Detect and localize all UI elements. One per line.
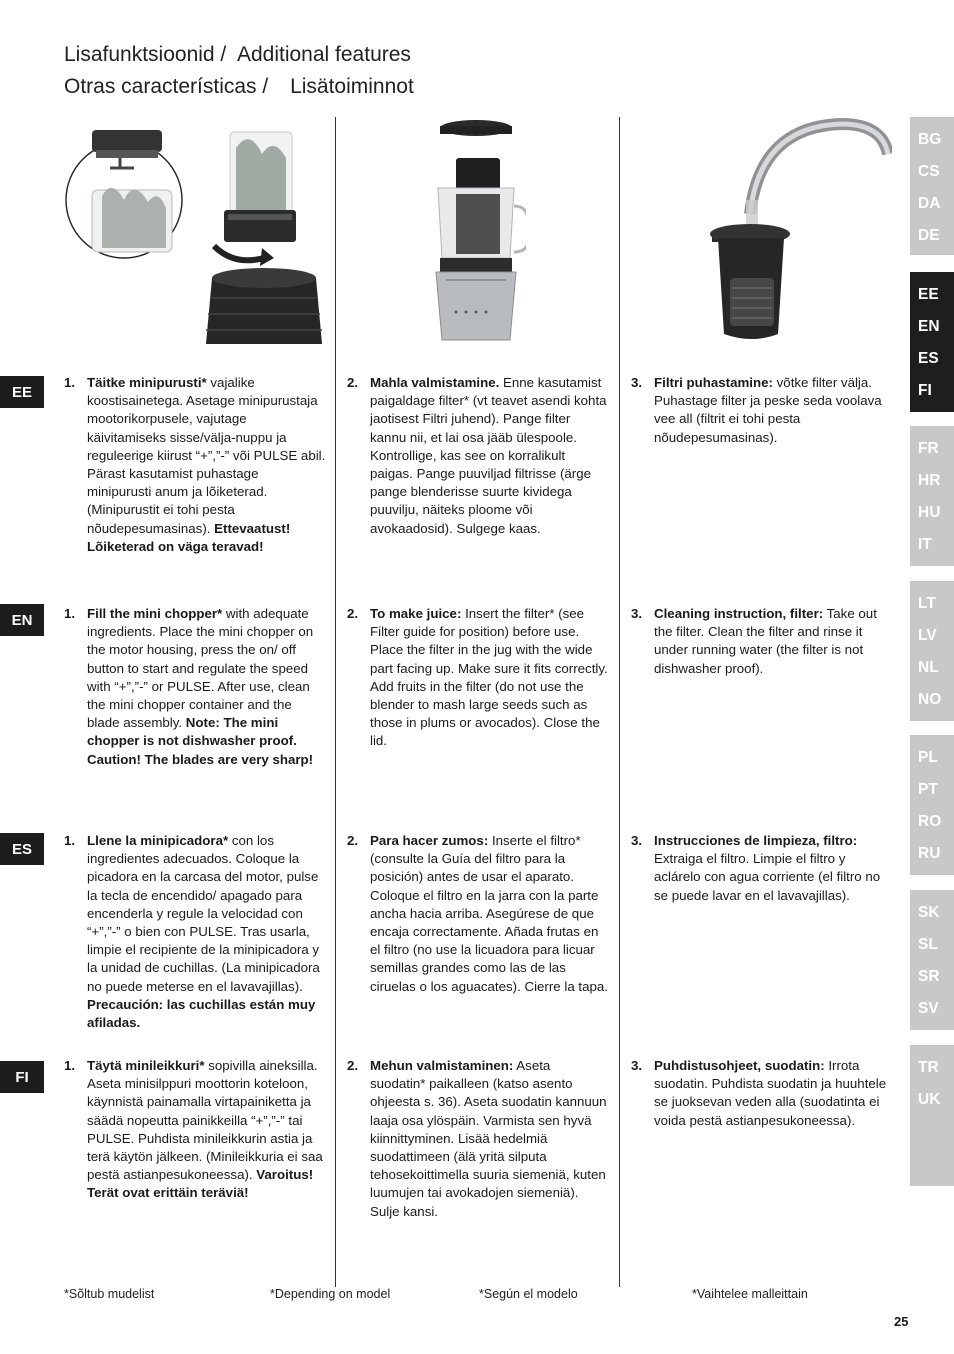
sidebar-item-uk[interactable]: UK [918, 1091, 941, 1108]
sidebar-item-tr[interactable]: TR [918, 1059, 939, 1076]
lang-tab-en: EN [0, 604, 44, 636]
footnote-es: *Según el modelo [479, 1287, 578, 1301]
sidebar-group-3 [910, 426, 954, 566]
sidebar-item-sk[interactable]: SK [918, 904, 940, 921]
footnote-en: *Depending on model [270, 1287, 391, 1301]
page-title-line-1 [64, 43, 417, 67]
sidebar-item-ru[interactable]: RU [918, 845, 941, 862]
sidebar-item-da[interactable]: DA [918, 195, 941, 212]
sidebar-item-lt[interactable]: LT [918, 595, 936, 612]
sidebar-group-2-active [910, 272, 954, 412]
lang-tab-es: ES [0, 833, 44, 865]
sidebar-item-it[interactable]: IT [918, 536, 932, 553]
sidebar-item-nl[interactable]: NL [918, 659, 939, 676]
ee-step-1: 1. Täitke minipurusti* vajalike koostisainetega. Asetage minipurustaja mootorikorpusele, vajutage käivitamiseks sisse/välja-nuppu ja reguleerige kiirust “+”,”-” või PULSE abil. Pärast kasutamist puhastage minipurusti anum ja lõiketerad. (Minipurustit ei tohi pesta nõudepesumasinas). Ettevaatust! Lõiketerad on väga teravad! [64, 375, 326, 554]
fi-step-3: 3. Puhdistusohjeet, suodatin: Irrota suodatin. Puhdista suodatin ja huuhtele se juoksevan veden alla (suodatinta ei voida pestä astianpesukoneessa). [631, 1058, 887, 1128]
filter-rinse-illustration [702, 118, 892, 344]
sidebar-item-de[interactable]: DE [918, 227, 940, 244]
lang-tab-fi: FI [0, 1061, 44, 1093]
en-step-2: 2. To make juice: Insert the filter* (see Filter guide for position) before use. Place the filter in the jug with the wide part facing up. Make sure it fits correctly. Add fruits in the filter (do not use the blender to mash large seeds such as those in plums or avocados). Close the lid. [347, 606, 608, 749]
sidebar-group-6 [910, 890, 954, 1030]
sidebar-item-pl[interactable]: PL [918, 749, 938, 766]
sidebar-item-cs[interactable]: CS [918, 163, 940, 180]
lang-tab-ee: EE [0, 376, 44, 408]
column-divider-2 [619, 117, 620, 1287]
sidebar-item-sv[interactable]: SV [918, 1000, 939, 1017]
page-title-line-2 [64, 75, 420, 99]
sidebar-item-fi[interactable]: FI [918, 382, 932, 399]
ee-step-2: 2. Mahla valmistamine. Enne kasutamist paigaldage filter* (vt teavet asendi kohta jaotisest Filtri juhend). Pange filter kannu nii, et lai osa jääb ülespoole. Kontrollige, kas see on korralikult paigas. Pange puuviljad filtrisse (ärge pange blenderisse suurte kividega puuvilju, näiteks ploome või avokaadosid). Sulgege kaas. [347, 375, 607, 536]
es-step-1: 1. Llene la minipicadora* con los ingredientes adecuados. Coloque la picadora en la carcasa del motor, pulse la tecla de encendido/ apagado para encenderla y regule la velocidad con “+”,”-” o bien con PULSE. Tras usarla, limpie el recipiente de la minipicadora y la unidad de cuchillas. (La minipicadora no puede meterse en el lavavajillas). Precaución: las cuchillas están muy afiladas. [64, 833, 320, 1031]
ee-step-3: 3. Filtri puhastamine: võtke filter välja. Puhastage filter ja peske seda voolava vee all (filtrit ei tohi pesta nõudepesumasinas). [631, 375, 882, 445]
footnote-fi: *Vaihtelee malleittain [692, 1287, 808, 1301]
title-ee: Lisafunktsioonid / [64, 43, 227, 66]
en-step-3: 3. Cleaning instruction, filter: Take out the filter. Clean the filter and rinse it under running water (the filter is not dishwasher proof). [631, 606, 877, 676]
title-en: Additional features [236, 43, 411, 66]
sidebar-item-lv[interactable]: LV [918, 627, 937, 644]
sidebar-item-sl[interactable]: SL [918, 936, 938, 953]
sidebar-item-no[interactable]: NO [918, 691, 942, 708]
sidebar-item-hu[interactable]: HU [918, 504, 941, 521]
sidebar-group-4 [910, 581, 954, 721]
title-fi: Lisätoiminnot [290, 75, 414, 98]
sidebar-item-bg[interactable]: BG [918, 131, 942, 148]
page-number: 25 [894, 1314, 909, 1329]
fi-step-1: 1. Täytä minileikkuri* sopivilla aineksilla. Aseta minisilppuri moottorin koteloon, käynnistä painamalla virtapainiketta ja säädä nopeutta painikkeilla “+”,”-” tai PULSE. Puhdista minileikkurin astia ja terä käytön jälkeen. (Minileikkuria ei saa pestä astianpesukoneessa). Varoitus! Terät ovat erittäin teräviä! [64, 1058, 323, 1201]
title-es: Otras características / [64, 75, 269, 98]
sidebar-item-pt[interactable]: PT [918, 781, 938, 798]
sidebar-item-ee[interactable]: EE [918, 286, 939, 303]
footnote-ee: *Sõltub mudelist [64, 1287, 155, 1301]
es-step-2: 2. Para hacer zumos: Inserte el filtro* (consulte la Guía del filtro para la posición) antes de usar el aparato. Coloque el filtro en la jarra con la parte ancha hacia arriba. Asegúrese de que encaja correctamente. Añada frutas en el filtro (no use la licuadora para licuar semillas grandes como las de las ciruelas o los aguacates). Cierre la tapa. [347, 833, 608, 994]
column-divider-1 [335, 117, 336, 1287]
es-step-3: 3. Instrucciones de limpieza, filtro: Extraiga el filtro. Limpie el filtro y aclárelo con agua corriente (el filtro no se puede lavar en el lavavajillas). [631, 833, 881, 903]
en-step-1: 1. Fill the mini chopper* with adequate ingredients. Place the mini chopper on the motor housing, press the on/ off button to start and regulate the speed with “+”,”-” or PULSE. After use, clean the mini chopper container and the blade assembly. Note: The mini chopper is not dishwasher proof. Caution! The blades are very sharp! [64, 606, 314, 767]
sidebar-item-ro[interactable]: RO [918, 813, 942, 830]
sidebar-group-7 [910, 1045, 954, 1186]
sidebar-group-5 [910, 735, 954, 875]
sidebar-item-en[interactable]: EN [918, 318, 940, 335]
sidebar-item-hr[interactable]: HR [918, 472, 941, 489]
sidebar-item-es[interactable]: ES [918, 350, 939, 367]
fi-step-2: 2. Mehun valmistaminen: Aseta suodatin* paikalleen (katso asento ohjeesta s. 36). Aseta suodatin kannuun laaja osa ylöspäin. Varmista sen hyvä kiinnittyminen. Lisää hedelmiä suodattimeen (älä yritä silputa tehosekoittimella suuria siemeniä, kuten luumujen tai avokadojen siemeniä). Sulje kansi. [347, 1058, 607, 1219]
sidebar-item-fr[interactable]: FR [918, 440, 939, 457]
sidebar-item-sr[interactable]: SR [918, 968, 940, 985]
mini-chopper-illustration [62, 118, 322, 344]
juice-filter-blender-illustration [426, 118, 526, 344]
sidebar-group-1 [910, 117, 954, 255]
